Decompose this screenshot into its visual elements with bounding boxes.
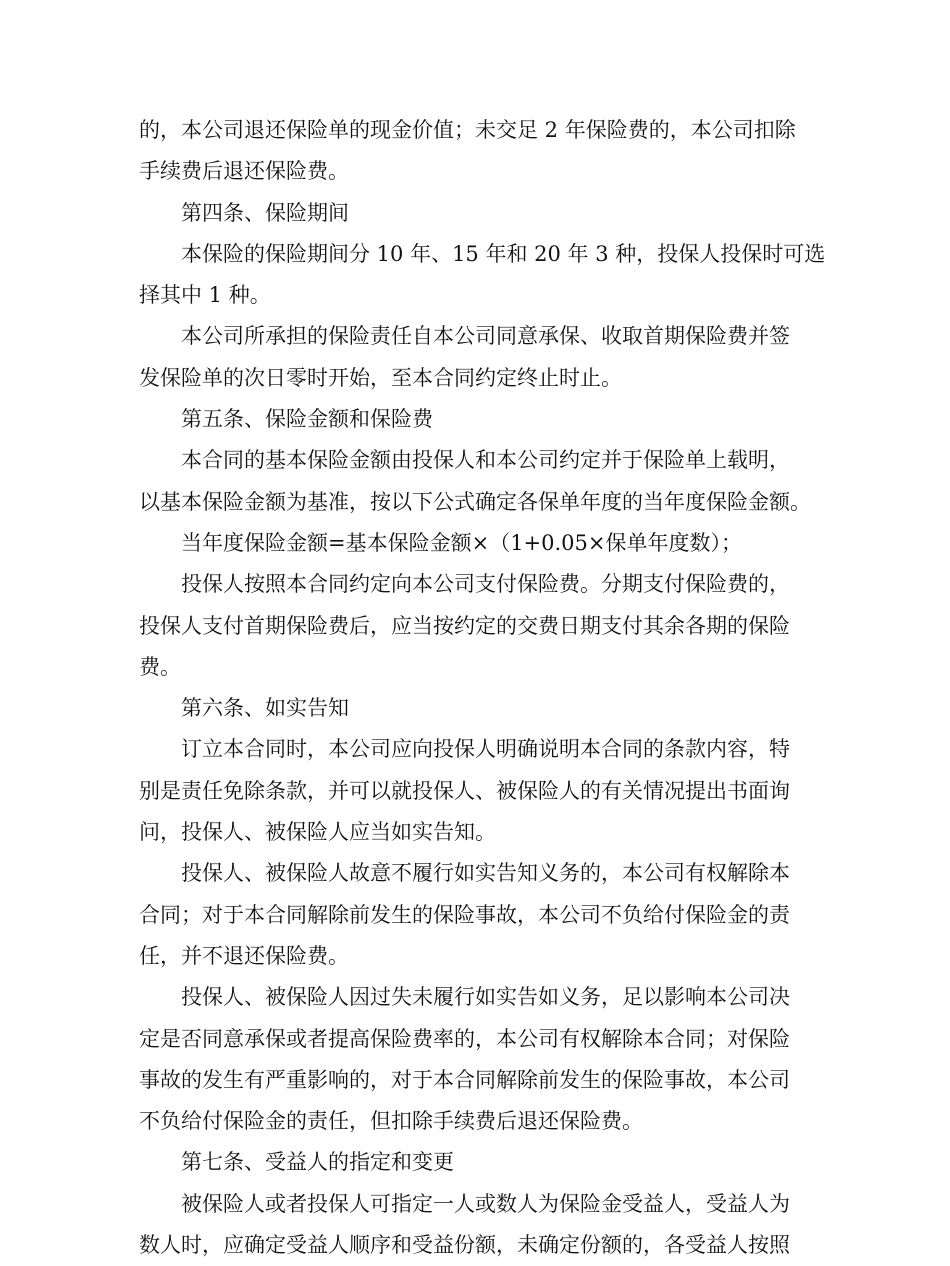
text-line: 定是否同意承保或者提高保险费率的，本公司有权解除本合同；对保险: [139, 1026, 790, 1051]
document-body: [139, 110, 829, 1266]
text-line: 第六条、如实告知: [181, 696, 349, 721]
text-line: 当年度保险金额=基本保险金额×（1+0.05×保单年度数）；: [181, 530, 742, 555]
text-line: 择其中 1 种。: [139, 283, 271, 308]
text-line: 本公司所承担的保险责任自本公司同意承保、收取首期保险费并签: [181, 324, 790, 349]
text-line: 第七条、受益人的指定和变更: [181, 1150, 454, 1175]
text-line: 第五条、保险金额和保险费: [181, 407, 433, 432]
text-line: 发保险单的次日零时开始，至本合同约定终止时止。: [139, 365, 622, 390]
text-line: 的，本公司退还保险单的现金价值；未交足 2 年保险费的，本公司扣除: [139, 118, 796, 142]
text-line: 费。: [139, 654, 181, 679]
text-line: 合同；对于本合同解除前发生的保险事故，本公司不负给付保险金的责: [139, 902, 790, 927]
text-line: 事故的发生有严重影响的，对于本合同解除前发生的保险事故，本公司: [139, 1067, 790, 1092]
text-line: 数人时，应确定受益人顺序和受益份额，未确定份额的，各受益人按照: [139, 1233, 790, 1258]
text-line: 任，并不退还保险费。: [139, 943, 349, 968]
text-line: 手续费后退还保险费。: [139, 159, 349, 184]
text-line: 投保人、被保险人因过失未履行如实告如义务，足以影响本公司决: [181, 985, 790, 1010]
text-line: 本保险的保险期间分 10 年、15 年和 20 年 3 种，投保人投保时可选: [181, 241, 826, 266]
text-line: 问，投保人、被保险人应当如实告知。: [139, 820, 496, 845]
text-line: 不负给付保险金的责任，但扣除手续费后退还保险费。: [139, 1109, 643, 1134]
text-line: 投保人按照本合同约定向本公司支付保险费。分期支付保险费的，: [181, 572, 790, 597]
text-line: 别是责任免除条款，并可以就投保人、被保险人的有关情况提出书面询: [139, 778, 790, 803]
text-line: 被保险人或者投保人可指定一人或数人为保险金受益人，受益人为: [181, 1191, 790, 1216]
text-line: 投保人、被保险人故意不履行如实告知义务的，本公司有权解除本: [181, 861, 790, 886]
text-line: 投保人支付首期保险费后，应当按约定的交费日期支付其余各期的保险: [139, 613, 790, 638]
text-line: 以基本保险金额为基准，按以下公式确定各保单年度的当年度保险金额。: [139, 489, 811, 514]
text-line: 第四条、保险期间: [181, 200, 349, 225]
text-line: 订立本合同时，本公司应向投保人明确说明本合同的条款内容，特: [181, 737, 790, 762]
text-line: 本合同的基本保险金额由投保人和本公司约定并于保险单上载明，: [181, 448, 790, 473]
